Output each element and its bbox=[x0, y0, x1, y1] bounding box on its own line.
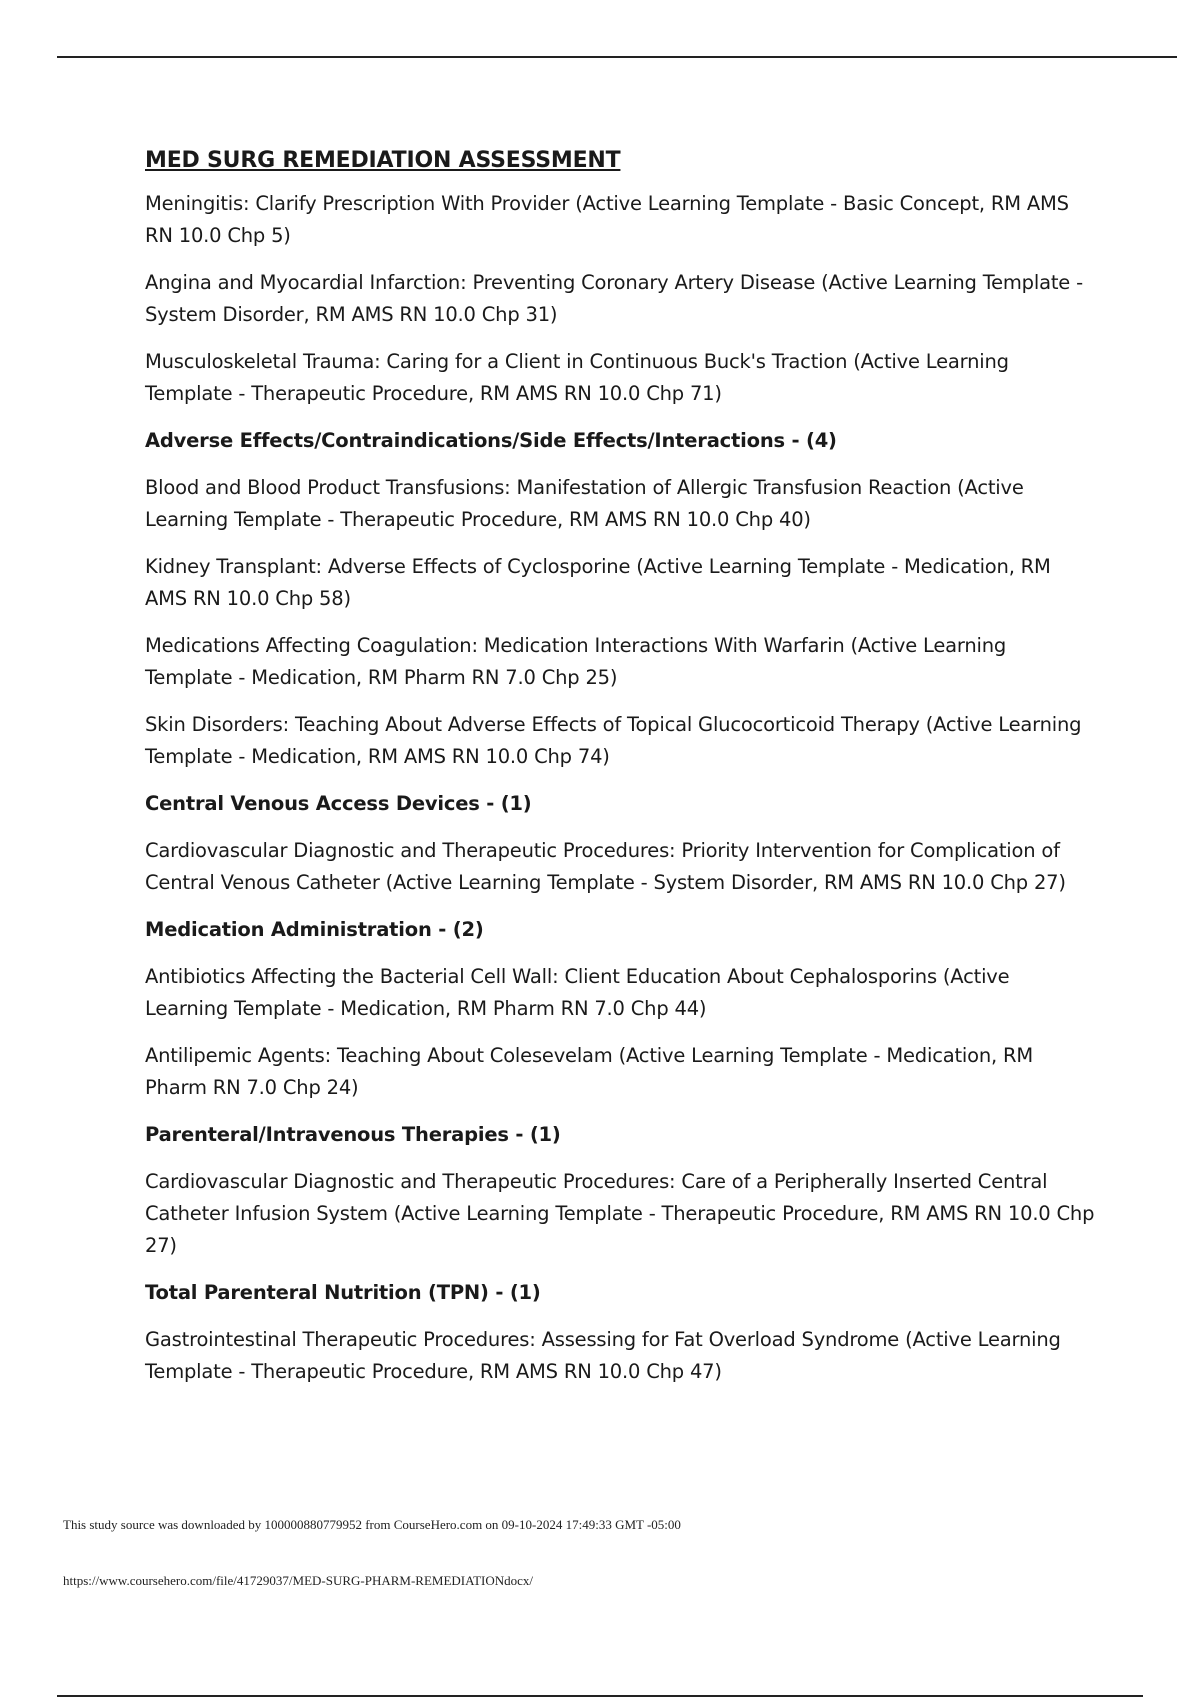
source-url[interactable]: https://www.coursehero.com/file/41729037/MED-SURG-PHARM-REMEDIATIONdocx/ bbox=[63, 1573, 533, 1588]
list-item: Gastrointestinal Therapeutic Procedures: Assessing for Fat Overload Syndrome (Active Learning Template - Therapeutic Procedure, RM AMS RN 10.0 Chp 47) bbox=[145, 1328, 1061, 1383]
top-divider bbox=[57, 56, 1177, 58]
list-item: Skin Disorders: Teaching About Adverse Effects of Topical Glucocorticoid Therapy (Active Learning Template - Medication, RM AMS RN 10.0 Chp 74) bbox=[145, 713, 1082, 768]
document-body bbox=[145, 146, 1095, 1403]
list-item: Angina and Myocardial Infarction: Preventing Coronary Artery Disease (Active Learning Template - System Disorder, RM AMS RN 10.0 Chp 31) bbox=[145, 271, 1083, 326]
section-heading-parenteral-iv: Parenteral/Intravenous Therapies - (1) bbox=[145, 1123, 561, 1146]
list-item: Antibiotics Affecting the Bacterial Cell Wall: Client Education About Cephalosporins (Active Learning Template - Medication, RM Pharm RN 7.0 Chp 44) bbox=[145, 965, 1010, 1020]
section-heading-central-venous: Central Venous Access Devices - (1) bbox=[145, 792, 532, 815]
section-heading-tpn: Total Parenteral Nutrition (TPN) - (1) bbox=[145, 1281, 541, 1304]
list-item: Meningitis: Clarify Prescription With Provider (Active Learning Template - Basic Concept, RM AMS RN 10.0 Chp 5) bbox=[145, 192, 1069, 247]
section-heading-medication-administration: Medication Administration - (2) bbox=[145, 918, 484, 941]
list-item: Musculoskeletal Trauma: Caring for a Client in Continuous Buck's Traction (Active Learning Template - Therapeutic Procedure, RM AMS RN 10.0 Chp 71) bbox=[145, 350, 1009, 405]
list-item: Cardiovascular Diagnostic and Therapeutic Procedures: Care of a Peripherally Inserted Central Catheter Infusion System (Active Learning Template - Therapeutic Procedure, RM AMS RN 10.0 Chp 27) bbox=[145, 1170, 1095, 1257]
section-heading-adverse-effects: Adverse Effects/Contraindications/Side Effects/Interactions - (4) bbox=[145, 429, 837, 452]
page-title: MED SURG REMEDIATION ASSESSMENT bbox=[145, 148, 621, 173]
bottom-divider bbox=[57, 1695, 1143, 1697]
download-note: This study source was downloaded by 100000880779952 from CourseHero.com on 09-10-2024 17:49:33 GMT -05:00 bbox=[63, 1517, 681, 1532]
list-item: Kidney Transplant: Adverse Effects of Cyclosporine (Active Learning Template - Medication, RM AMS RN 10.0 Chp 58) bbox=[145, 555, 1051, 610]
list-item: Blood and Blood Product Transfusions: Manifestation of Allergic Transfusion Reaction (Active Learning Template - Therapeutic Procedure, RM AMS RN 10.0 Chp 40) bbox=[145, 476, 1024, 531]
list-item: Antilipemic Agents: Teaching About Colesevelam (Active Learning Template - Medication, RM Pharm RN 7.0 Chp 24) bbox=[145, 1044, 1033, 1099]
list-item: Medications Affecting Coagulation: Medication Interactions With Warfarin (Active Learning Template - Medication, RM Pharm RN 7.0 Chp 25) bbox=[145, 634, 1007, 689]
list-item: Cardiovascular Diagnostic and Therapeutic Procedures: Priority Intervention for Complication of Central Venous Catheter (Active Learning Template - System Disorder, RM AMS RN 10.0 Chp 27) bbox=[145, 839, 1066, 894]
